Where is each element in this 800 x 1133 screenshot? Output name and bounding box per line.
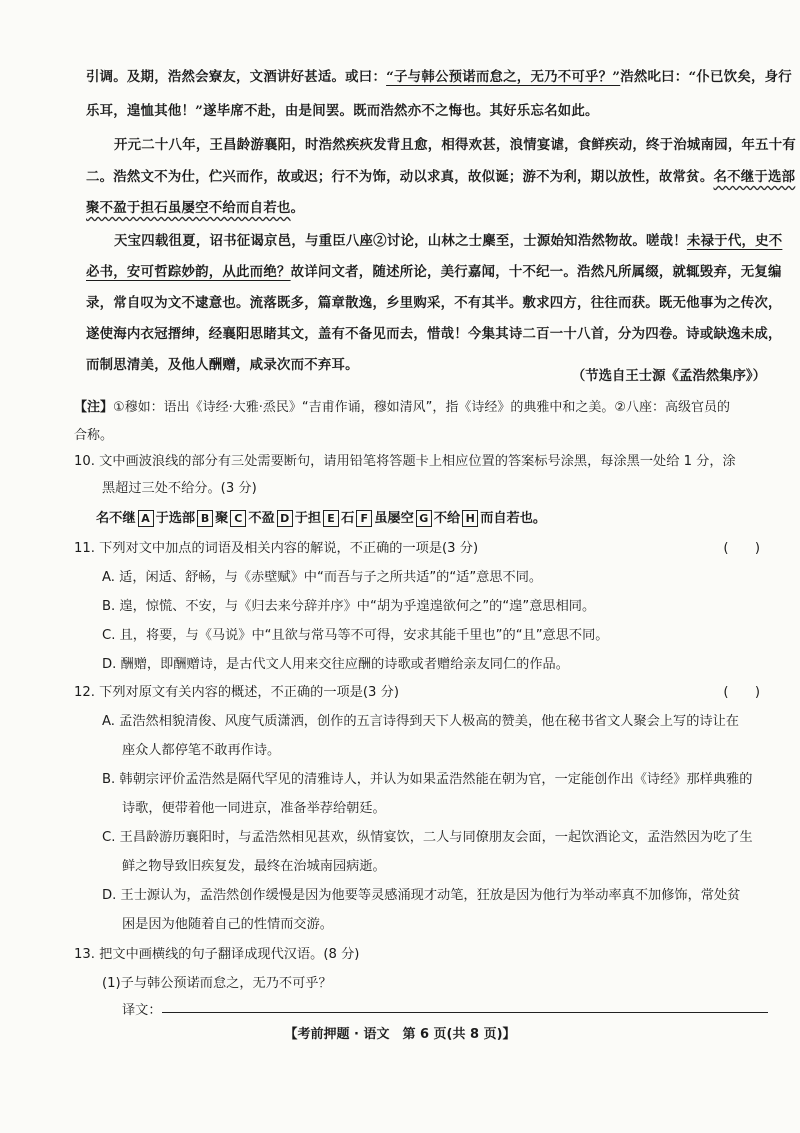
break-box-g[interactable]: G [416, 510, 432, 527]
passage-line-7: 必书，安可哲踪妙韵，从此而绝？故详问文者，随述所论，美行嘉闻，十不纪一。浩然凡所属缀，就辄毁弃，无复编 [86, 264, 782, 280]
q12-option-a-2: 座众人都停笔不敢再作诗。 [122, 743, 281, 758]
q10-stem-1: 10. 文中画波浪线的部分有三处需要断句，请用铅笔将答题卡上相应位置的答案标号涂黑，每涂黑一处给 1 分，涂 [74, 454, 736, 469]
q10-break-line: 名不继 A 于选部 B 聚 C 不盈 D 于担 E 石 F 虽屡空 G 不给 H 而自若也。 [96, 511, 547, 526]
break-box-d[interactable]: D [277, 510, 293, 527]
q13-item-1: (1)子与韩公预诺而怠之，无乃不可乎？ [102, 976, 332, 991]
q11-answer-paren[interactable]: ( ) [723, 541, 760, 556]
passage-line-3: 开元二十八年，王昌龄游襄阳，时浩然疾疢发背且愈，相得欢甚，浪情宴谑，食鲜疾动，终于治城南园，年五十有 [114, 137, 797, 153]
break-box-f[interactable]: F [356, 510, 372, 527]
passage-line-4: 二。浩然文不为仕，伫兴而作，故或迟；行不为饰，动以求真，故似诞；游不为利，期以放性，故常贫。名不继于选部 [86, 169, 796, 185]
break-box-a[interactable]: A [138, 510, 154, 527]
q11-option-b: B. 遑，惊慌、不安，与《归去来兮辞并序》中“胡为乎遑遑欲何之”的“遑”意思相同。 [102, 599, 596, 614]
break-box-h[interactable]: H [462, 510, 478, 527]
passage-line-8: 录，常自叹为文不逮意也。流落既多，篇章散逸，乡里购采，不有其半。敷求四方，往往而获。既无他事为之传次， [86, 295, 782, 311]
q12-answer-paren[interactable]: ( ) [723, 685, 760, 700]
q12-option-c-2: 鲜之物导致旧疾复发，最终在治城南园病逝。 [122, 859, 386, 874]
q13-answer-label: 译文： [122, 1003, 162, 1018]
passage-line-10: 而制思清美，及他人酬赠，咸录次而不弃耳。 [86, 357, 359, 373]
q13-answer-line[interactable] [162, 1011, 768, 1013]
q12-stem: 12. 下列对原文有关内容的概述，不正确的一项是(3 分) [74, 685, 399, 700]
page-footer: 【考前押题 · 语文 第 6 页(共 8 页)】 [284, 1027, 516, 1042]
q12-option-b-2: 诗歌，便带着他一同进京，准备举荐给朝廷。 [122, 801, 386, 816]
q13-stem: 13. 把文中画横线的句子翻译成现代汉语。(8 分) [74, 947, 360, 962]
q11-option-a: A. 适，闲适、舒畅，与《赤壁赋》中“而吾与子之所共适”的“适”意思不同。 [102, 570, 543, 585]
notes-line-1: 【注】①穆如：语出《诗经·大雅·烝民》“吉甫作诵，穆如清风”，指《诗经》的典雅中和之美。②八座：高级官员的 [74, 400, 731, 415]
q11-option-d: D. 酬赠，即酬赠诗，是古代文人用来交往应酬的诗歌或者赠给亲友同仁的作品。 [102, 657, 569, 672]
break-box-e[interactable]: E [323, 510, 339, 527]
break-box-b[interactable]: B [197, 510, 213, 527]
q11-option-c: C. 且，将要，与《马说》中“且欲与常马等不可得，安求其能千里也”的“且”意思不同。 [102, 628, 609, 643]
q11-stem: 11. 下列对文中加点的词语及相关内容的解说，不正确的一项是(3 分) [74, 541, 479, 556]
passage-line-1: 引调。及期，浩然会寮友，文酒讲好甚适。或曰：“子与韩公预诺而怠之，无乃不可乎？”浩然叱曰：“仆已饮矣，身行 [86, 69, 792, 85]
passage-source: （节选自王士源《孟浩然集序》） [571, 368, 766, 384]
q12-option-d-1: D. 王士源认为，孟浩然创作缓慢是因为他要等灵感涌现才动笔，狂放是因为他行为举动率真不加修饰，常处贫 [102, 888, 741, 903]
q12-option-d-2: 困是因为他随着自己的性情而交游。 [122, 917, 333, 932]
passage-line-2: 乐耳，遑恤其他！”遂毕席不赴，由是间罢。既而浩然亦不之悔也。其好乐忘名如此。 [86, 103, 599, 119]
q12-option-b-1: B. 韩朝宗评价孟浩然是隔代罕见的清雅诗人，并认为如果孟浩然能在朝为官，一定能创作出《诗经》那样典雅的 [102, 772, 753, 787]
passage-line-5: 聚不盈于担石虽屡空不给而自若也。 [86, 200, 305, 216]
passage-line-9: 遂使海内衣冠搢绅，经襄阳思睹其文，盖有不备见而去，惜哉！今集其诗二百一十八首，分为四卷。诗或缺逸未成， [86, 326, 782, 342]
q10-stem-2: 黑超过三处不给分。(3 分) [102, 481, 257, 496]
break-box-c[interactable]: C [230, 510, 246, 527]
notes-line-2: 合称。 [74, 428, 114, 443]
passage-line-6: 天宝四载徂夏，诏书征谒京邑，与重臣八座②讨论，山林之士麇至，士源始知浩然物故。嗟哉！未禄于代，史不 [114, 233, 783, 249]
q12-option-a-1: A. 孟浩然相貌清俊、风度气质潇洒，创作的五言诗得到天下人极高的赞美，他在秘书省文人聚会上写的诗让在 [102, 714, 739, 729]
q12-option-c-1: C. 王昌龄游历襄阳时，与孟浩然相见甚欢，纵情宴饮，二人与同僚朋友会面，一起饮酒论文，孟浩然因为吃了生 [102, 830, 753, 845]
